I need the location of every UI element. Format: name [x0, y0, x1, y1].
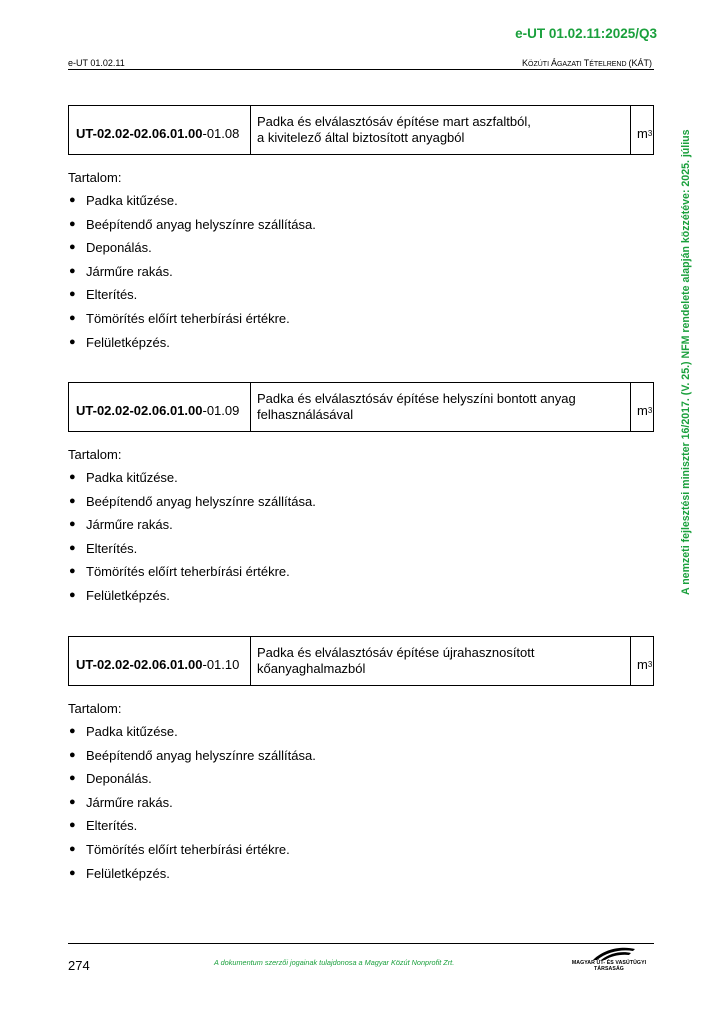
item-unit — [631, 106, 653, 154]
header-title-part1: ÖZÚTI — [528, 61, 551, 68]
list-item-text: Beépítendő anyag helyszínre szállítása. — [86, 493, 316, 509]
unit-exponent: 3 — [647, 659, 653, 669]
list-item-text: Deponálás. — [86, 240, 152, 256]
list-item — [68, 866, 316, 890]
list-item-text: Járműre rakás. — [86, 517, 173, 533]
publication-side-note: A nemzeti fejlesztési miniszter 16/2017. (V. 25.) NFM rendelete alapján közzétéve: 2025. július — [680, 129, 692, 595]
item-unit — [631, 383, 653, 431]
list-item-text: Elterítés. — [86, 287, 138, 303]
list-item — [68, 264, 316, 288]
unit-exponent: 3 — [647, 128, 653, 138]
header-right-title — [522, 58, 652, 68]
list-item-text: Elterítés. — [86, 818, 138, 834]
bullet-icon: ● — [69, 335, 76, 348]
item-description — [251, 383, 631, 431]
bullet-icon: ● — [69, 288, 76, 301]
bullet-icon: ● — [69, 866, 76, 879]
list-item — [68, 240, 316, 264]
unit-exponent: 3 — [647, 405, 653, 415]
header-title-part2: GAZATI — [556, 61, 584, 68]
list-item — [68, 795, 316, 819]
item-description — [251, 637, 631, 685]
item-code-base: UT-02.02-02.06.01.00 — [76, 125, 203, 141]
item-code — [69, 637, 251, 685]
list-item — [68, 494, 316, 518]
bullet-icon: ● — [69, 748, 76, 761]
list-item-text: Felületképzés. — [86, 587, 170, 603]
item-description — [251, 106, 631, 154]
item-code — [69, 106, 251, 154]
item-description-line2: a kivitelező által biztosított anyagból — [257, 130, 465, 145]
contents-label: Tartalom: — [68, 701, 122, 716]
list-item — [68, 771, 316, 795]
item-description-line2: felhasználásával — [257, 407, 354, 422]
bullet-icon: ● — [69, 194, 76, 206]
list-item — [68, 564, 316, 588]
bullet-icon: ● — [69, 588, 76, 601]
list-item-text: Felületképzés. — [86, 334, 170, 350]
item-description-line1: Padka és elválasztósáv építése mart aszfaltból, — [257, 114, 531, 129]
header-title-part3: ÉTELREND — [589, 61, 629, 68]
bullet-icon: ● — [69, 518, 76, 531]
list-item-text: Beépítendő anyag helyszínre szállítása. — [86, 747, 316, 763]
header-title-a: Á — [550, 58, 557, 68]
bullet-icon: ● — [69, 565, 76, 578]
list-item — [68, 541, 316, 565]
bullet-icon: ● — [69, 494, 76, 507]
list-item-text: Tömörítés előírt teherbírási értékre. — [86, 310, 290, 326]
logo-text: MAGYAR ÚT- ÉS VASÚTÜGYI TÁRSASÁG — [571, 960, 647, 972]
list-item — [68, 748, 316, 772]
organization-logo — [563, 946, 655, 970]
list-item-text: Járműre rakás. — [86, 263, 173, 279]
item-code-base: UT-02.02-02.06.01.00 — [76, 402, 203, 418]
unit-base: m — [637, 656, 648, 672]
list-item-text: Járműre rakás. — [86, 794, 173, 810]
header-title-abbr: (KÁT) — [628, 58, 652, 68]
header-left-code: e-UT 01.02.11 — [68, 58, 125, 68]
list-item — [68, 311, 316, 335]
item-code-base: UT-02.02-02.06.01.00 — [76, 656, 203, 672]
list-item-text: Beépítendő anyag helyszínre szállítása. — [86, 216, 316, 232]
contents-label: Tartalom: — [68, 170, 122, 185]
list-item — [68, 335, 316, 359]
document-code: e-UT 01.02.11:2025/Q3 — [515, 26, 657, 41]
bullet-icon: ● — [69, 725, 76, 737]
bullet-icon: ● — [69, 819, 76, 832]
list-item — [68, 842, 316, 866]
item-unit — [631, 637, 653, 685]
list-item-text: Tömörítés előírt teherbírási értékre. — [86, 564, 290, 580]
list-item — [68, 193, 316, 217]
copyright-notice: A dokumentum szerzői jogainak tulajdonosa a Magyar Közút Nonprofit Zrt. — [214, 958, 455, 967]
bullet-icon: ● — [69, 241, 76, 254]
list-item — [68, 217, 316, 241]
list-item — [68, 470, 316, 494]
item-description-line1: Padka és elválasztósáv építése helyszíni bontott anyag — [257, 391, 576, 406]
list-item-text: Deponálás. — [86, 771, 152, 787]
list-item-text: Felületképzés. — [86, 865, 170, 881]
contents-list — [68, 724, 316, 889]
item-code-suffix: -01.09 — [202, 402, 240, 418]
bullet-icon: ● — [69, 311, 76, 324]
list-item — [68, 287, 316, 311]
list-item-text: Padka kitűzése. — [86, 470, 178, 485]
item-code-suffix: -01.10 — [202, 656, 240, 672]
bullet-icon: ● — [69, 264, 76, 277]
list-item-text: Padka kitűzése. — [86, 193, 178, 208]
bullet-icon: ● — [69, 471, 76, 483]
list-item — [68, 724, 316, 748]
contents-label: Tartalom: — [68, 447, 122, 462]
item-table-01-09 — [68, 382, 654, 432]
item-code-suffix: -01.08 — [202, 125, 240, 141]
bullet-icon: ● — [69, 842, 76, 855]
bullet-icon: ● — [69, 217, 76, 230]
bullet-icon: ● — [69, 541, 76, 554]
item-table-01-10 — [68, 636, 654, 686]
footer-divider — [68, 943, 654, 944]
list-item — [68, 588, 316, 612]
list-item-text: Elterítés. — [86, 540, 138, 556]
header-divider — [68, 69, 654, 70]
list-item — [68, 818, 316, 842]
item-description-line2: kőanyaghalmazból — [257, 661, 366, 676]
item-code — [69, 383, 251, 431]
item-table-01-08 — [68, 105, 654, 155]
unit-base: m — [637, 402, 648, 418]
page-number: 274 — [68, 958, 90, 973]
bullet-icon: ● — [69, 795, 76, 808]
bullet-icon: ● — [69, 772, 76, 785]
contents-list — [68, 470, 316, 612]
list-item — [68, 517, 316, 541]
list-item-text: Padka kitűzése. — [86, 724, 178, 739]
unit-base: m — [637, 125, 648, 141]
item-description-line1: Padka és elválasztósáv építése újrahasznosított — [257, 645, 535, 660]
list-item-text: Tömörítés előírt teherbírási értékre. — [86, 841, 290, 857]
header-title-t: T — [583, 58, 590, 68]
contents-list — [68, 193, 316, 358]
header-title-k: K — [522, 58, 529, 68]
